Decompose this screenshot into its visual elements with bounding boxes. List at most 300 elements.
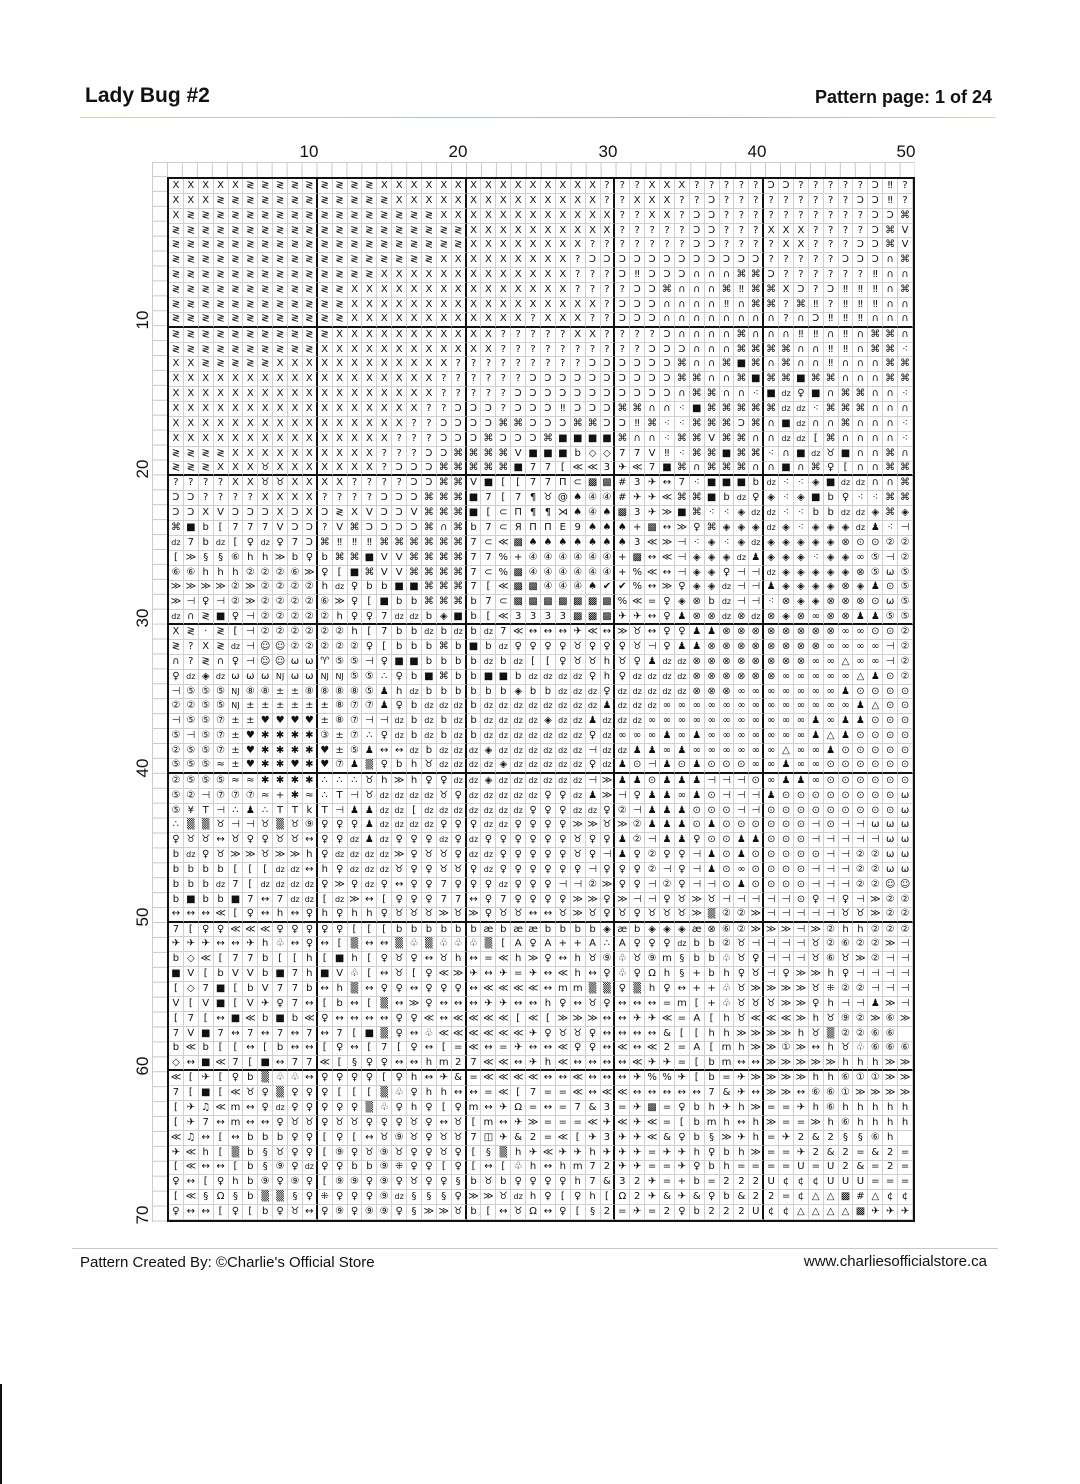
stitch-cell: X bbox=[273, 387, 288, 402]
stitch-cell: ⌘ bbox=[392, 536, 407, 551]
stitch-cell: b bbox=[556, 923, 571, 938]
stitch-cell: ? bbox=[764, 253, 779, 268]
stitch-cell: [ bbox=[258, 863, 273, 878]
stitch-cell: ♀ bbox=[362, 610, 377, 625]
stitch-cell: ⊣ bbox=[601, 848, 616, 863]
stitch-cell: ■ bbox=[809, 387, 824, 402]
stitch-cell: X bbox=[496, 298, 511, 313]
stitch-cell: ‼ bbox=[853, 298, 868, 313]
stitch-cell: ? bbox=[243, 491, 258, 506]
stitch-cell: ≷ bbox=[229, 343, 244, 358]
stitch-cell: b bbox=[392, 625, 407, 640]
stitch-cell: b bbox=[705, 937, 720, 952]
stitch-cell: ⊣ bbox=[749, 789, 764, 804]
stitch-cell: ✈ bbox=[184, 937, 199, 952]
stitch-cell: ≪ bbox=[467, 1042, 482, 1057]
stitch-cell: ↔ bbox=[362, 937, 377, 952]
stitch-cell: X bbox=[645, 179, 660, 194]
stitch-cell: ⑥ bbox=[898, 1042, 913, 1057]
stitch-cell: X bbox=[377, 283, 392, 298]
stitch-cell: ♀ bbox=[229, 1071, 244, 1086]
stitch-cell: ⊗ bbox=[705, 640, 720, 655]
stitch-cell: ? bbox=[511, 372, 526, 387]
stitch-cell: X bbox=[422, 313, 437, 328]
stitch-cell: ⁖ bbox=[809, 551, 824, 566]
stitch-cell: ω bbox=[229, 670, 244, 685]
stitch-cell: ∞ bbox=[734, 729, 749, 744]
stitch-cell: dz bbox=[630, 685, 645, 700]
stitch-cell: ▩ bbox=[526, 595, 541, 610]
stitch-cell: 7 bbox=[288, 997, 303, 1012]
stitch-cell: A bbox=[511, 937, 526, 952]
stitch-cell: Ɔ bbox=[377, 521, 392, 536]
stitch-cell: X bbox=[169, 179, 184, 194]
stitch-cell: Ɔ bbox=[615, 253, 630, 268]
stitch-cell: b bbox=[407, 923, 422, 938]
stitch-cell: ∩ bbox=[675, 328, 690, 343]
stitch-cell: ② bbox=[868, 952, 883, 967]
stitch-cell: ≫ bbox=[794, 1071, 809, 1086]
stitch-cell: ∞ bbox=[868, 655, 883, 670]
stitch-cell: h bbox=[809, 1071, 824, 1086]
stitch-cell: 2 bbox=[883, 1161, 898, 1176]
stitch-cell: = bbox=[675, 1012, 690, 1027]
stitch-cell: h bbox=[541, 1056, 556, 1071]
stitch-cell: ↔ bbox=[601, 1012, 616, 1027]
stitch-cell: ♀ bbox=[362, 640, 377, 655]
stitch-cell: ? bbox=[749, 224, 764, 239]
stitch-cell: ? bbox=[839, 194, 854, 209]
stitch-cell: ω bbox=[883, 848, 898, 863]
stitch-cell: ⁖ bbox=[660, 432, 675, 447]
stitch-cell: ♀ bbox=[422, 878, 437, 893]
stitch-cell: ♉ bbox=[824, 447, 839, 462]
stitch-cell: ? bbox=[764, 238, 779, 253]
stitch-cell: dz bbox=[556, 685, 571, 700]
stitch-cell: ♀ bbox=[303, 1190, 318, 1205]
stitch-cell: ⊙ bbox=[853, 536, 868, 551]
stitch-cell: ∞ bbox=[690, 699, 705, 714]
stitch-cell: ≷ bbox=[169, 640, 184, 655]
stitch-cell: ⊙ bbox=[794, 818, 809, 833]
stitch-cell: X bbox=[467, 253, 482, 268]
stitch-cell: ? bbox=[526, 343, 541, 358]
stitch-cell: X bbox=[511, 194, 526, 209]
stitch-cell: ≷ bbox=[362, 253, 377, 268]
stitch-cell: X bbox=[511, 209, 526, 224]
stitch-cell: ∞ bbox=[824, 655, 839, 670]
stitch-cell: ♀ bbox=[541, 878, 556, 893]
stitch-cell: X bbox=[348, 372, 363, 387]
stitch-cell: ≪ bbox=[452, 1012, 467, 1027]
stitch-cell: ⊗ bbox=[690, 610, 705, 625]
stitch-cell: dz bbox=[526, 670, 541, 685]
stitch-cell: ♀ bbox=[586, 833, 601, 848]
stitch-cell: T bbox=[288, 804, 303, 819]
stitch-cell: ⊣ bbox=[348, 789, 363, 804]
stitch-cell: V bbox=[898, 224, 913, 239]
stitch-cell: ≪ bbox=[615, 1042, 630, 1057]
stitch-cell: ↔ bbox=[199, 1161, 214, 1176]
stitch-cell: ⊙ bbox=[720, 804, 735, 819]
stitch-cell: ✱ bbox=[303, 729, 318, 744]
stitch-cell: Ɔ bbox=[853, 253, 868, 268]
stitch-cell: ✈ bbox=[898, 1205, 913, 1220]
stitch-cell: ⌘ bbox=[883, 357, 898, 372]
stitch-cell: X bbox=[377, 313, 392, 328]
stitch-cell: ⊣ bbox=[749, 566, 764, 581]
stitch-cell: ② bbox=[868, 863, 883, 878]
stitch-cell: X bbox=[481, 343, 496, 358]
stitch-cell: ⑨ bbox=[377, 1175, 392, 1190]
stitch-cell: X bbox=[169, 402, 184, 417]
stitch-cell: △ bbox=[779, 744, 794, 759]
stitch-cell: ? bbox=[601, 268, 616, 283]
stitch-cell: ↔ bbox=[362, 893, 377, 908]
stitch-cell: ⊙ bbox=[809, 804, 824, 819]
stitch-cell: ② bbox=[229, 581, 244, 596]
stitch-cell: ¢ bbox=[779, 1205, 794, 1220]
stitch-cell: ♉ bbox=[839, 1042, 854, 1057]
stitch-cell: b bbox=[467, 1175, 482, 1190]
stitch-cell: ⌘ bbox=[362, 566, 377, 581]
stitch-cell: ± bbox=[243, 699, 258, 714]
stitch-cell: X bbox=[273, 447, 288, 462]
stitch-cell: 7 bbox=[229, 878, 244, 893]
stitch-cell: ⊣ bbox=[868, 967, 883, 982]
stitch-cell: ⑤ bbox=[199, 774, 214, 789]
stitch-cell: △ bbox=[868, 1190, 883, 1205]
stitch-cell: ⑤ bbox=[214, 774, 229, 789]
stitch-cell: △ bbox=[839, 1205, 854, 1220]
stitch-cell: ② bbox=[898, 640, 913, 655]
stitch-cell: X bbox=[333, 328, 348, 343]
stitch-cell: ≷ bbox=[407, 253, 422, 268]
stitch-cell: ↔ bbox=[526, 908, 541, 923]
stitch-cell: b bbox=[199, 878, 214, 893]
store-website-link[interactable]: www.charliesofficialstore.ca bbox=[803, 1253, 987, 1270]
stitch-cell: Ɔ bbox=[630, 283, 645, 298]
stitch-cell: ≫ bbox=[422, 1205, 437, 1220]
stitch-cell: ◈ bbox=[764, 536, 779, 551]
stitch-cell: X bbox=[422, 343, 437, 358]
stitch-cell: ? bbox=[199, 476, 214, 491]
stitch-cell: Ɔ bbox=[660, 387, 675, 402]
stitch-cell: ♉ bbox=[809, 1027, 824, 1042]
stitch-cell: ✈ bbox=[630, 1161, 645, 1176]
stitch-cell: ↔ bbox=[288, 1042, 303, 1057]
stitch-cell: X bbox=[511, 268, 526, 283]
stitch-cell: dz bbox=[214, 536, 229, 551]
stitch-cell: ≪ bbox=[511, 625, 526, 640]
stitch-cell: h bbox=[362, 908, 377, 923]
stitch-cell: ⁖ bbox=[853, 491, 868, 506]
stitch-cell: X bbox=[496, 253, 511, 268]
stitch-cell: ≪ bbox=[749, 1012, 764, 1027]
stitch-cell: b bbox=[169, 952, 184, 967]
stitch-cell: ⊙ bbox=[898, 714, 913, 729]
stitch-cell: ≫ bbox=[779, 982, 794, 997]
stitch-cell: ≈ bbox=[258, 789, 273, 804]
stitch-cell: ? bbox=[720, 209, 735, 224]
stitch-cell: U bbox=[764, 1175, 779, 1190]
stitch-cell: ‼ bbox=[809, 328, 824, 343]
stitch-cell: A bbox=[690, 1012, 705, 1027]
stitch-cell: ♀ bbox=[452, 1161, 467, 1176]
stitch-cell: ♀ bbox=[660, 848, 675, 863]
stitch-cell: ♟ bbox=[586, 789, 601, 804]
stitch-cell: = bbox=[779, 1101, 794, 1116]
stitch-cell: Ɔ bbox=[586, 372, 601, 387]
stitch-cell: ≷ bbox=[362, 268, 377, 283]
stitch-cell: dz bbox=[853, 521, 868, 536]
stitch-cell: ⌘ bbox=[675, 462, 690, 477]
stitch-cell: dz bbox=[720, 610, 735, 625]
stitch-cell: dz bbox=[496, 789, 511, 804]
stitch-cell: h bbox=[853, 1056, 868, 1071]
stitch-cell: ↔ bbox=[303, 1042, 318, 1057]
stitch-cell: X bbox=[452, 209, 467, 224]
stitch-cell: ⌘ bbox=[794, 298, 809, 313]
stitch-cell: ⊣ bbox=[883, 982, 898, 997]
stitch-cell: [ bbox=[184, 923, 199, 938]
stitch-cell: ≫ bbox=[199, 581, 214, 596]
stitch-cell: ≪ bbox=[645, 1131, 660, 1146]
pattern-credit: Pattern Created By: ©Charlie's Official Store bbox=[80, 1254, 375, 1271]
stitch-cell: 7 bbox=[541, 462, 556, 477]
stitch-cell: [ bbox=[362, 1042, 377, 1057]
stitch-cell: dz bbox=[496, 774, 511, 789]
stitch-cell: ◈ bbox=[779, 521, 794, 536]
stitch-cell: ∞ bbox=[824, 640, 839, 655]
stitch-cell: Ɔ bbox=[392, 521, 407, 536]
stitch-cell: ■ bbox=[511, 462, 526, 477]
stitch-cell: X bbox=[288, 476, 303, 491]
stitch-cell: ≷ bbox=[392, 238, 407, 253]
stitch-cell: ✈ bbox=[526, 1027, 541, 1042]
stitch-cell: ≷ bbox=[318, 283, 333, 298]
stitch-cell: ☺ bbox=[883, 878, 898, 893]
stitch-cell: ♧ bbox=[615, 952, 630, 967]
stitch-cell: ■ bbox=[749, 372, 764, 387]
stitch-cell: ♀ bbox=[705, 1190, 720, 1205]
stitch-cell: ? bbox=[645, 224, 660, 239]
stitch-cell: ♀ bbox=[377, 952, 392, 967]
stitch-cell: m bbox=[720, 1042, 735, 1057]
stitch-cell: ≪ bbox=[526, 1012, 541, 1027]
stitch-cell: 2 bbox=[526, 1131, 541, 1146]
stitch-cell: ∩ bbox=[734, 298, 749, 313]
stitch-cell: ≷ bbox=[348, 253, 363, 268]
stitch-cell: b bbox=[288, 551, 303, 566]
stitch-cell: ↔ bbox=[288, 937, 303, 952]
stitch-cell: X bbox=[303, 491, 318, 506]
stitch-cell: ≷ bbox=[288, 179, 303, 194]
stitch-cell: dz bbox=[526, 699, 541, 714]
stitch-cell: X bbox=[511, 298, 526, 313]
stitch-cell: [ bbox=[675, 1116, 690, 1131]
stitch-cell: ? bbox=[184, 640, 199, 655]
stitch-cell: ♀ bbox=[422, 1175, 437, 1190]
stitch-cell: ◈ bbox=[705, 536, 720, 551]
stitch-cell: b bbox=[467, 729, 482, 744]
stitch-cell: b bbox=[392, 640, 407, 655]
stitch-cell: ≷ bbox=[362, 224, 377, 239]
stitch-cell: ♉ bbox=[853, 908, 868, 923]
stitch-cell: ✱ bbox=[288, 744, 303, 759]
stitch-cell: Ɔ bbox=[615, 268, 630, 283]
stitch-cell: ⌘ bbox=[675, 432, 690, 447]
stitch-cell: ⌘ bbox=[749, 283, 764, 298]
stitch-cell: ▩ bbox=[615, 506, 630, 521]
stitch-cell: X bbox=[392, 372, 407, 387]
stitch-cell: ⊙ bbox=[764, 833, 779, 848]
stitch-cell: A bbox=[690, 1042, 705, 1057]
stitch-cell: Ɔ bbox=[645, 313, 660, 328]
stitch-cell: b bbox=[452, 640, 467, 655]
stitch-cell: dz bbox=[467, 789, 482, 804]
stitch-cell: h bbox=[407, 1071, 422, 1086]
stitch-cell: ✈ bbox=[720, 1101, 735, 1116]
stitch-cell: ≫ bbox=[333, 595, 348, 610]
stitch-cell: ? bbox=[601, 179, 616, 194]
stitch-cell: ≫ bbox=[526, 1116, 541, 1131]
stitch-cell: ⑥ bbox=[883, 1012, 898, 1027]
stitch-cell: § bbox=[481, 1146, 496, 1161]
stitch-cell: X bbox=[348, 417, 363, 432]
stitch-cell: b bbox=[407, 595, 422, 610]
stitch-cell: dz bbox=[571, 685, 586, 700]
stitch-cell: Ɔ bbox=[526, 432, 541, 447]
stitch-cell: h bbox=[243, 551, 258, 566]
stitch-cell: ⊙ bbox=[779, 804, 794, 819]
stitch-cell: X bbox=[481, 268, 496, 283]
stitch-cell: ⊙ bbox=[883, 625, 898, 640]
stitch-cell: dz bbox=[481, 729, 496, 744]
stitch-cell: ♉ bbox=[660, 908, 675, 923]
stitch-cell: ∞ bbox=[764, 759, 779, 774]
stitch-cell: [ bbox=[496, 937, 511, 952]
stitch-cell: ■ bbox=[467, 506, 482, 521]
stitch-cell: ◈ bbox=[794, 581, 809, 596]
stitch-cell: ✈ bbox=[481, 997, 496, 1012]
stitch-cell: ⊣ bbox=[883, 655, 898, 670]
stitch-cell: X bbox=[362, 417, 377, 432]
stitch-cell: b bbox=[437, 685, 452, 700]
stitch-cell: ≷ bbox=[258, 357, 273, 372]
stitch-cell: ? bbox=[630, 343, 645, 358]
stitch-cell: ♥ bbox=[288, 714, 303, 729]
stitch-cell: ♀ bbox=[556, 893, 571, 908]
stitch-cell: ↔ bbox=[481, 1101, 496, 1116]
stitch-cell: b bbox=[690, 952, 705, 967]
stitch-cell: 7 bbox=[541, 476, 556, 491]
stitch-cell: h bbox=[690, 1146, 705, 1161]
stitch-cell: X bbox=[258, 402, 273, 417]
stitch-cell: ■ bbox=[705, 476, 720, 491]
stitch-cell: X bbox=[496, 313, 511, 328]
stitch-cell: ≫ bbox=[169, 581, 184, 596]
stitch-cell: ↔ bbox=[645, 1086, 660, 1101]
stitch-cell: ♀ bbox=[318, 848, 333, 863]
stitch-cell: Ɔ bbox=[586, 402, 601, 417]
stitch-cell: ■ bbox=[273, 1012, 288, 1027]
stitch-cell: ⌘ bbox=[734, 402, 749, 417]
stitch-cell: ↔ bbox=[407, 982, 422, 997]
stitch-cell: ∞ bbox=[675, 789, 690, 804]
stitch-cell: ⌘ bbox=[883, 343, 898, 358]
stitch-cell: ⊣ bbox=[734, 893, 749, 908]
stitch-cell: ∩ bbox=[169, 655, 184, 670]
stitch-cell: ⊣ bbox=[169, 685, 184, 700]
stitch-cell: [ bbox=[348, 923, 363, 938]
stitch-cell: ♉ bbox=[571, 1027, 586, 1042]
stitch-cell: ↔ bbox=[630, 997, 645, 1012]
stitch-cell: [ bbox=[481, 610, 496, 625]
stitch-cell: ✈ bbox=[630, 610, 645, 625]
stitch-cell: Ɔ bbox=[541, 387, 556, 402]
stitch-cell: ◈ bbox=[675, 923, 690, 938]
stitch-cell: h bbox=[853, 1101, 868, 1116]
stitch-cell: ≫ bbox=[392, 774, 407, 789]
stitch-cell: h bbox=[303, 952, 318, 967]
stitch-cell: ✈ bbox=[645, 1056, 660, 1071]
stitch-cell: ⌘ bbox=[898, 357, 913, 372]
stitch-cell: ♀ bbox=[303, 1131, 318, 1146]
stitch-cell: X bbox=[243, 417, 258, 432]
stitch-cell: X bbox=[288, 387, 303, 402]
stitch-cell: ◈ bbox=[839, 566, 854, 581]
stitch-cell: Ɔ bbox=[169, 506, 184, 521]
stitch-cell: = bbox=[764, 1146, 779, 1161]
stitch-cell: ± bbox=[258, 699, 273, 714]
stitch-cell: ♀ bbox=[586, 759, 601, 774]
stitch-cell: [ bbox=[601, 1190, 616, 1205]
stitch-cell: ▒ bbox=[601, 982, 616, 997]
stitch-cell: X bbox=[526, 179, 541, 194]
stitch-cell: 2 bbox=[809, 1146, 824, 1161]
stitch-cell: V bbox=[362, 506, 377, 521]
stitch-cell: ♉ bbox=[481, 1175, 496, 1190]
stitch-cell: ♠ bbox=[571, 491, 586, 506]
stitch-cell: ↔ bbox=[303, 1205, 318, 1220]
stitch-cell: ↔ bbox=[496, 1116, 511, 1131]
stitch-cell: b bbox=[452, 685, 467, 700]
stitch-cell: 7 bbox=[303, 1056, 318, 1071]
stitch-cell: ↔ bbox=[467, 982, 482, 997]
stitch-cell: ≪ bbox=[496, 982, 511, 997]
stitch-cell: ⁖ bbox=[720, 506, 735, 521]
stitch-cell: ⌘ bbox=[898, 476, 913, 491]
stitch-cell: ∩ bbox=[705, 283, 720, 298]
stitch-cell: ? bbox=[407, 417, 422, 432]
stitch-cell: m bbox=[229, 1101, 244, 1116]
stitch-cell: X bbox=[511, 238, 526, 253]
stitch-cell: b bbox=[258, 1131, 273, 1146]
stitch-cell: ♉ bbox=[809, 952, 824, 967]
stitch-cell: dz bbox=[779, 387, 794, 402]
stitch-cell: ⌘ bbox=[452, 491, 467, 506]
stitch-cell: △ bbox=[824, 729, 839, 744]
stitch-cell: ♀ bbox=[809, 997, 824, 1012]
stitch-cell: Ɔ bbox=[705, 253, 720, 268]
stitch-cell: ⑤ bbox=[169, 789, 184, 804]
stitch-cell: X bbox=[496, 194, 511, 209]
stitch-cell: ♀ bbox=[660, 982, 675, 997]
stitch-cell: 2 bbox=[452, 1056, 467, 1071]
stitch-cell: ② bbox=[288, 581, 303, 596]
stitch-cell: ∞ bbox=[645, 729, 660, 744]
